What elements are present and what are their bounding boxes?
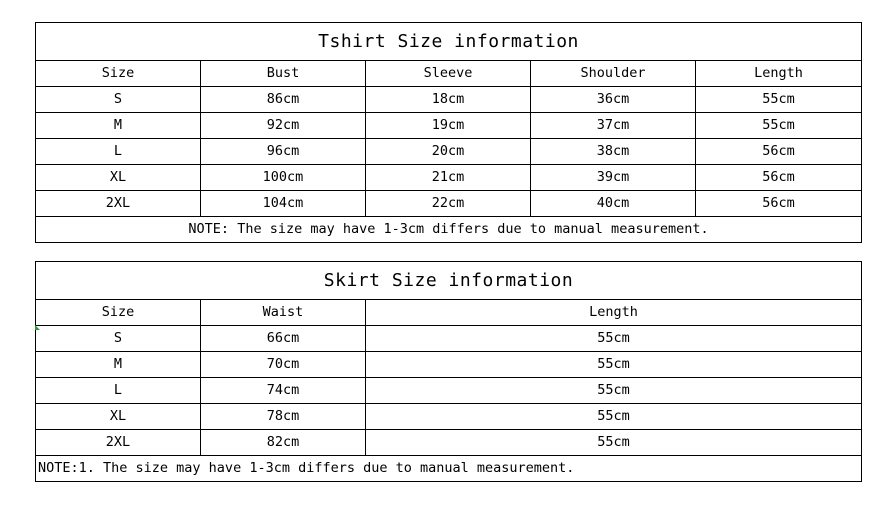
bust-cell: 96cm	[201, 139, 366, 165]
table-row	[36, 326, 862, 352]
size-cell: S	[36, 87, 201, 113]
skirt-header-length: Length	[366, 300, 862, 326]
table-row	[36, 378, 862, 404]
tshirt-header-shoulder: Shoulder	[531, 61, 696, 87]
tshirt-note-row	[36, 217, 862, 243]
waist-cell: 82cm	[201, 430, 366, 456]
skirt-header-size: Size	[36, 300, 201, 326]
length-cell: 56cm	[696, 191, 862, 217]
cell-marker-icon	[35, 325, 40, 330]
length-cell: 56cm	[696, 139, 862, 165]
length-cell: 55cm	[366, 430, 862, 456]
sleeve-cell: 20cm	[366, 139, 531, 165]
waist-cell: 78cm	[201, 404, 366, 430]
length-cell: 55cm	[696, 87, 862, 113]
tshirt-note: NOTE: The size may have 1-3cm differs due to manual measurement.	[36, 217, 862, 243]
table-row	[36, 430, 862, 456]
length-cell: 55cm	[366, 326, 862, 352]
shoulder-cell: 38cm	[531, 139, 696, 165]
bust-cell: 92cm	[201, 113, 366, 139]
table-row	[36, 165, 862, 191]
tshirt-size-table	[35, 22, 862, 243]
tshirt-title-row	[36, 23, 862, 61]
shoulder-cell: 37cm	[531, 113, 696, 139]
tshirt-header-size: Size	[36, 61, 201, 87]
waist-cell: 70cm	[201, 352, 366, 378]
bust-cell: 86cm	[201, 87, 366, 113]
length-cell: 55cm	[696, 113, 862, 139]
table-row	[36, 191, 862, 217]
size-cell: 2XL	[36, 430, 201, 456]
waist-cell: 66cm	[201, 326, 366, 352]
shoulder-cell: 40cm	[531, 191, 696, 217]
skirt-note: NOTE:1. The size may have 1-3cm differs due to manual measurement.	[36, 456, 862, 482]
sleeve-cell: 19cm	[366, 113, 531, 139]
size-cell: L	[36, 139, 201, 165]
size-cell: M	[36, 352, 201, 378]
tshirt-header-length: Length	[696, 61, 862, 87]
shoulder-cell: 36cm	[531, 87, 696, 113]
length-cell: 56cm	[696, 165, 862, 191]
skirt-note-row	[36, 456, 862, 482]
size-cell: 2XL	[36, 191, 201, 217]
table-row	[36, 139, 862, 165]
shoulder-cell: 39cm	[531, 165, 696, 191]
skirt-header-waist: Waist	[201, 300, 366, 326]
table-row	[36, 352, 862, 378]
size-cell: XL	[36, 404, 201, 430]
size-cell: L	[36, 378, 201, 404]
size-cell: S	[36, 326, 201, 352]
length-cell: 55cm	[366, 378, 862, 404]
tshirt-header-sleeve: Sleeve	[366, 61, 531, 87]
skirt-table-title: Skirt Size information	[36, 262, 862, 300]
skirt-title-row	[36, 262, 862, 300]
size-cell: M	[36, 113, 201, 139]
tshirt-header-row	[36, 61, 862, 87]
skirt-header-row	[36, 300, 862, 326]
table-row	[36, 113, 862, 139]
size-cell: XL	[36, 165, 201, 191]
table-row	[36, 87, 862, 113]
waist-cell: 74cm	[201, 378, 366, 404]
length-cell: 55cm	[366, 352, 862, 378]
sleeve-cell: 22cm	[366, 191, 531, 217]
sleeve-cell: 21cm	[366, 165, 531, 191]
skirt-size-table	[35, 261, 862, 482]
bust-cell: 100cm	[201, 165, 366, 191]
length-cell: 55cm	[366, 404, 862, 430]
sleeve-cell: 18cm	[366, 87, 531, 113]
bust-cell: 104cm	[201, 191, 366, 217]
tshirt-header-bust: Bust	[201, 61, 366, 87]
tshirt-table-title: Tshirt Size information	[36, 23, 862, 61]
table-row	[36, 404, 862, 430]
